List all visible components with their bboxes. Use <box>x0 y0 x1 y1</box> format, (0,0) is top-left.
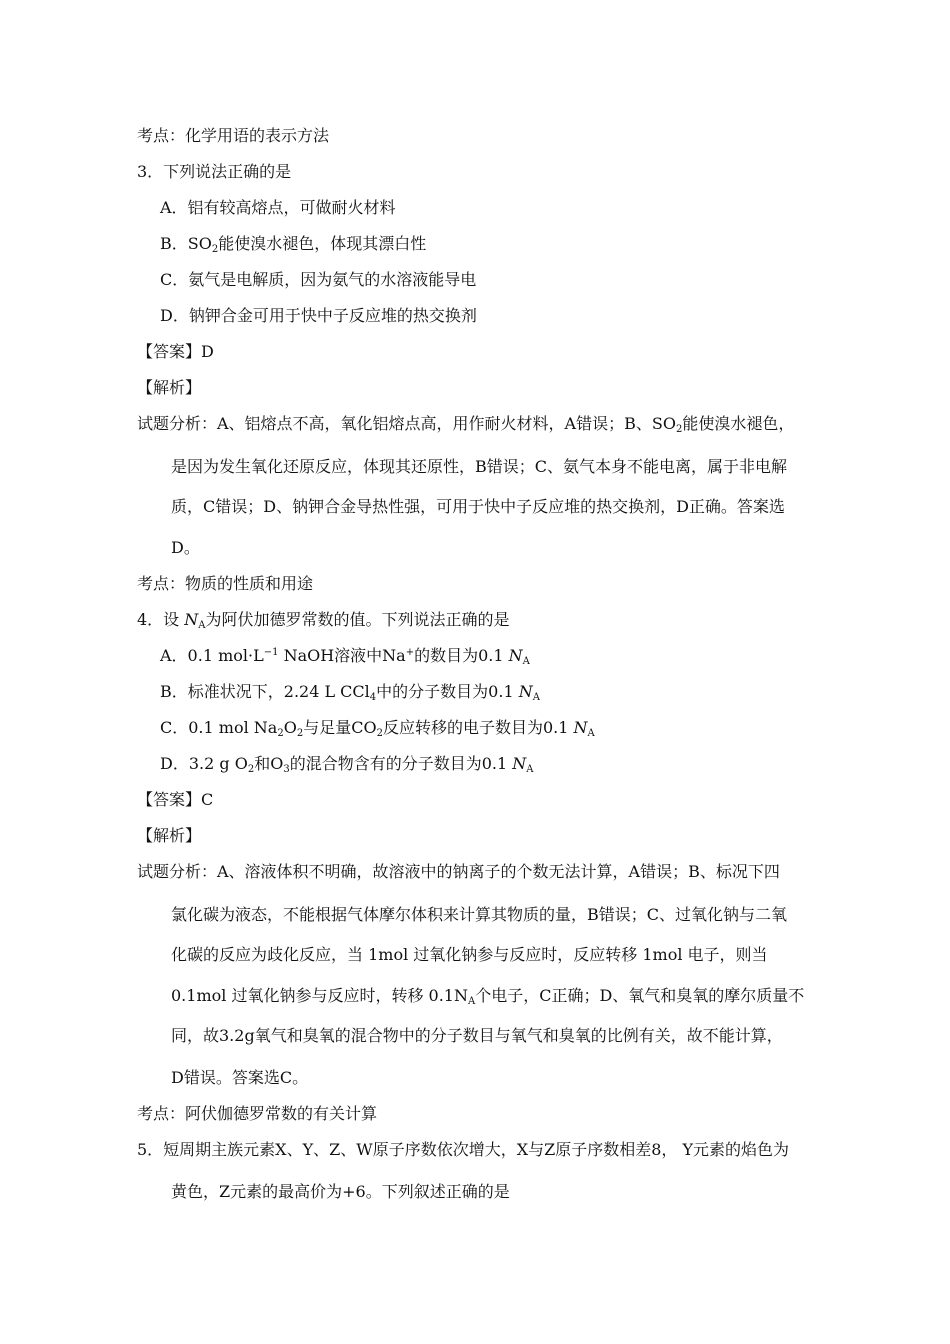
q3-analysis-line: D。 <box>171 538 200 557</box>
q4-jiexi-heading: 【解析】 <box>137 826 202 845</box>
q4-option-a: A．0.1 $mol\cdot L^{-1}$ NaOH溶液中Na+的数目为0.1 $N_A$ <box>160 646 530 667</box>
q4-analysis-line: 氯化碳为液态，不能根据气体摩尔体积来计算其物质的量，B错误；C、过氧化钠与二氧 <box>171 905 788 924</box>
q4-analysis-line: 试题分析：A、溶液体积不明确，故溶液中的钠离子的个数无法计算，A错误；B、标况下四 <box>137 862 780 881</box>
q4-analysis-line: 0.1mol 过氧化钠参与反应时，转移 $0.1N_A$个电子，C正确；D、氧气和臭氧的摩尔质量不 <box>171 986 805 1007</box>
q3-answer: 【答案】D <box>137 342 214 361</box>
q3-option-d: D．钠钾合金可用于快中子反应堆的热交换剂 <box>160 306 477 325</box>
q4-analysis-line: 化碳的反应为歧化反应，当 1mol 过氧化钠参与反应时，反应转移 1mol 电子，则当 <box>171 945 768 964</box>
q4-stem: 4．设 $N_A$为阿伏加德罗常数的值。下列说法正确的是 <box>137 610 510 631</box>
q3-option-b: B．$SO_2$能使溴水褪色，体现其漂白性 <box>160 234 427 255</box>
q4-option-d: D．3.2 g $O_2$和$O_3$的混合物含有的分子数目为0.1 $N_A$ <box>160 754 534 775</box>
q3-jiexi-heading: 【解析】 <box>137 378 202 397</box>
q3-kaodian: 考点：物质的性质和用途 <box>137 574 314 593</box>
q3-option-a: A．铝有较高熔点，可做耐火材料 <box>160 198 396 217</box>
q4-analysis-line: D错误。答案选C。 <box>171 1068 309 1087</box>
q5-stem: 5．短周期主族元素X、Y、Z、W原子序数依次增大，X与Z原子序数相差8， Y元素的焰色为 <box>137 1140 790 1159</box>
q4-option-b: B．标准状况下，2.24 L CCl$_4$中的分子数目为0.1 $N_A$ <box>160 682 540 703</box>
q3-stem: 3．下列说法正确的是 <box>137 162 292 181</box>
q4-option-c: C．0.1 mol $Na_2O_2$与足量$CO_2$反应转移的电子数目为0.1 $N_A$ <box>160 718 595 739</box>
q3-analysis-line: 质，C错误；D、钠钾合金导热性强，可用于快中子反应堆的热交换剂，D正确。答案选 <box>171 497 785 516</box>
q4-analysis-line: 同，故3.2g氧气和臭氧的混合物中的分子数目与氧气和臭氧的比例有关，故不能计算， <box>171 1026 783 1045</box>
q3-analysis-line: 是因为发生氧化还原反应，体现其还原性，B错误；C、氨气本身不能电离，属于非电解 <box>171 457 788 476</box>
q2-kaodian: 考点：化学用语的表示方法 <box>137 126 330 145</box>
q4-kaodian: 考点：阿伏伽德罗常数的有关计算 <box>137 1104 378 1123</box>
q3-option-c: C．氨气是电解质，因为氨气的水溶液能导电 <box>160 270 477 289</box>
q4-answer: 【答案】C <box>137 790 214 809</box>
q3-analysis-line: 试题分析：A、铝熔点不高，氧化铝熔点高，用作耐火材料，A错误；B、$SO_2$能使溴水褪色， <box>137 414 795 435</box>
q5-stem-continued: 黄色，Z元素的最高价为+6。下列叙述正确的是 <box>171 1182 510 1201</box>
